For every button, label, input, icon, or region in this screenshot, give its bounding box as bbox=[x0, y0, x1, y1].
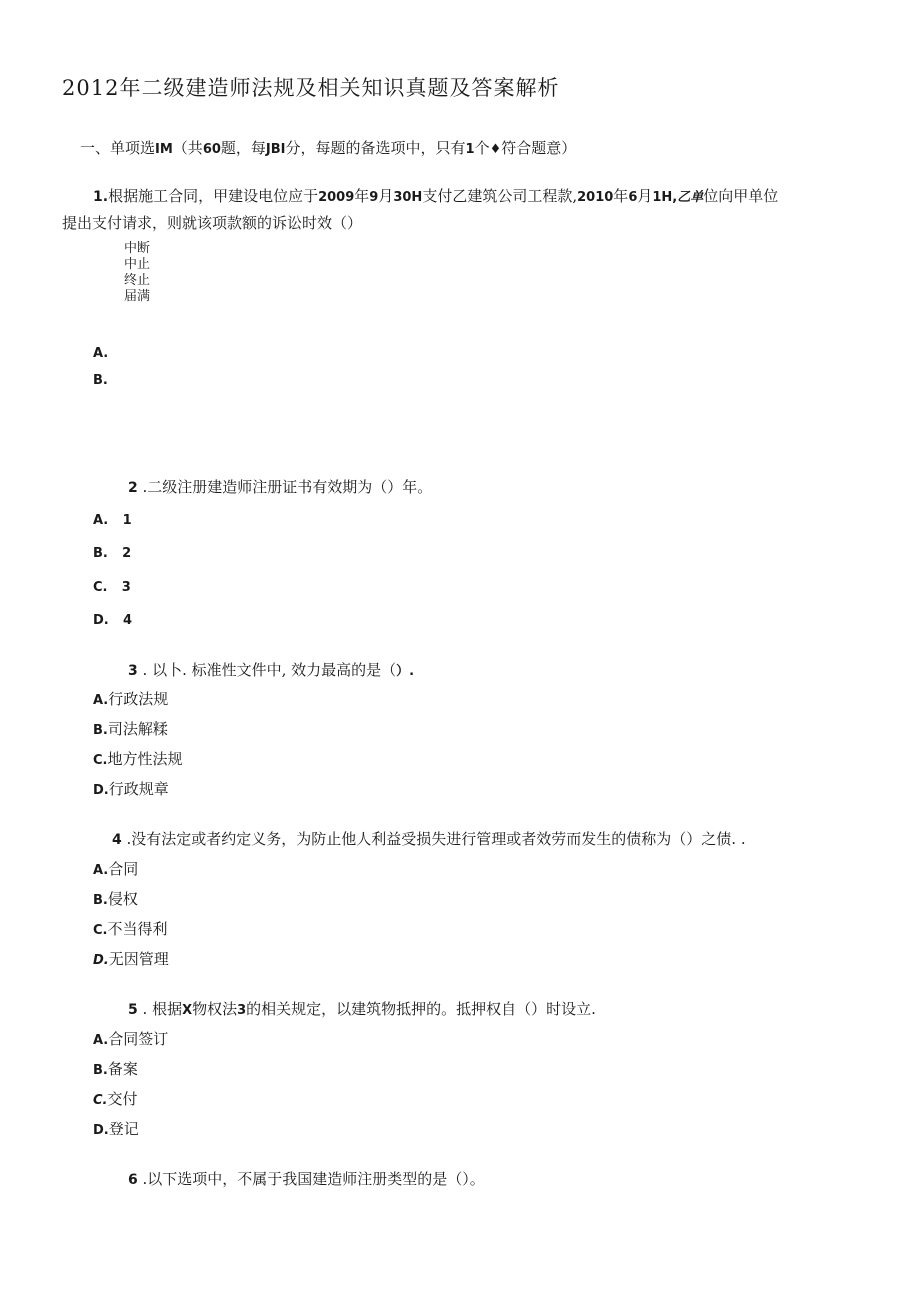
option-label: B. bbox=[93, 893, 108, 908]
option-text: 行政法规 bbox=[108, 690, 169, 708]
option-text: 无因管理 bbox=[108, 950, 169, 968]
q1-text-e: 月 bbox=[378, 187, 394, 205]
section-bold-4: 1 bbox=[465, 142, 475, 157]
q1-text-c: 年 bbox=[354, 187, 370, 205]
q5-option-b bbox=[93, 1058, 138, 1079]
q5-stem-e: 的相关规定，以建筑物抵押的。抵押权自（）时设立. bbox=[246, 1000, 596, 1018]
q5-stem-d: 3 bbox=[237, 1003, 247, 1018]
q3-option-b bbox=[93, 718, 168, 739]
q4-option-c bbox=[93, 918, 168, 939]
option-text: 2 bbox=[122, 546, 132, 561]
q4-number: 4 bbox=[112, 832, 122, 848]
option-text: 备案 bbox=[107, 1060, 138, 1078]
q4-option-b bbox=[93, 888, 138, 909]
q1-stem-line-1 bbox=[93, 185, 778, 206]
option-text: 司法解糅 bbox=[107, 720, 168, 738]
q2-option-d bbox=[93, 610, 132, 628]
option-label: A. bbox=[93, 513, 109, 528]
option-label: B. bbox=[93, 723, 108, 738]
option-text: 3 bbox=[121, 580, 131, 595]
q5-stem-a: . 根据 bbox=[142, 1000, 183, 1018]
option-text: 地方性法规 bbox=[107, 750, 183, 768]
section-bold-1: IM bbox=[155, 142, 173, 157]
q6-number: 6 bbox=[128, 1172, 138, 1188]
q4-option-a bbox=[93, 858, 138, 879]
q1-text-g: 支付乙建筑公司工程款, bbox=[422, 187, 578, 205]
section-part-4: 分，每题的备选项中，只有 bbox=[285, 139, 466, 157]
q6-stem bbox=[128, 1168, 485, 1189]
q5-stem-c: 物权法 bbox=[192, 1000, 238, 1018]
q1-choice: 届满 bbox=[124, 289, 151, 304]
q1-option-label-b: B. bbox=[93, 373, 108, 388]
option-text: 不当得利 bbox=[107, 920, 168, 938]
q3-option-a bbox=[93, 688, 168, 709]
section-part-6: 符合题意） bbox=[501, 139, 577, 157]
q5-option-a bbox=[93, 1028, 168, 1049]
q2-stem bbox=[128, 476, 432, 497]
option-label: B. bbox=[93, 546, 108, 561]
q5-number: 5 bbox=[128, 1002, 138, 1018]
option-label: C. bbox=[93, 580, 108, 595]
q1-text-a: 根据施工合同，甲建设电位应于 bbox=[108, 187, 319, 205]
q3-number: 3 bbox=[128, 663, 138, 679]
q1-stem-line-2: 提出支付请求，则就该项款额的诉讼时效（） bbox=[62, 214, 363, 232]
q1-text-k: 月 bbox=[637, 187, 653, 205]
q1-text-d: 9 bbox=[369, 190, 379, 205]
section-prefix: 一、单项选 bbox=[80, 139, 156, 157]
option-text: 行政规章 bbox=[108, 780, 169, 798]
option-text: 交付 bbox=[107, 1090, 138, 1108]
option-label: A. bbox=[93, 693, 109, 708]
q3-option-d bbox=[93, 778, 169, 799]
q1-text-n: 位向甲单位 bbox=[703, 187, 779, 205]
q3-stem-end: ）. bbox=[396, 664, 415, 679]
q4-stem bbox=[112, 828, 746, 849]
q1-choice-list bbox=[124, 241, 150, 305]
q2-stem-text: .二级注册建造师注册证书有效期为（）年。 bbox=[142, 478, 433, 496]
option-label: D. bbox=[93, 953, 109, 968]
section-part-3: 题，每 bbox=[220, 139, 266, 157]
option-label: A. bbox=[93, 1033, 109, 1048]
option-text: 侵权 bbox=[107, 890, 138, 908]
q2-option-b bbox=[93, 543, 131, 561]
option-label: D. bbox=[93, 1123, 109, 1138]
q1-choice: 中止 bbox=[124, 257, 151, 272]
q1-option-label-a: A. bbox=[93, 346, 109, 361]
option-label: D. bbox=[93, 783, 109, 798]
option-label: B. bbox=[93, 1063, 108, 1078]
option-label: C. bbox=[93, 923, 108, 938]
q1-text-j: 6 bbox=[628, 190, 638, 205]
option-label: A. bbox=[93, 863, 109, 878]
q3-option-c bbox=[93, 748, 183, 769]
q4-stem-text: .没有法定或者约定义务，为防止他人利益受损失进行管理或者效劳而发生的债称为（）之债. . bbox=[126, 830, 746, 848]
section-heading bbox=[80, 137, 576, 158]
option-label: D. bbox=[93, 613, 109, 628]
section-part-5: 个 bbox=[474, 139, 490, 157]
q6-stem-text: .以下选项中，不属于我国建造师注册类型的是（）。 bbox=[142, 1170, 485, 1188]
q5-stem bbox=[128, 998, 596, 1019]
q5-option-d bbox=[93, 1118, 139, 1139]
q5-option-c bbox=[93, 1088, 138, 1109]
option-label: C. bbox=[93, 1093, 108, 1108]
section-bold-3: JBI bbox=[265, 142, 286, 157]
q5-stem-b: X bbox=[182, 1003, 193, 1018]
q3-stem bbox=[128, 659, 414, 680]
q1-number: 1. bbox=[93, 189, 109, 205]
q1-text-i: 年 bbox=[613, 187, 629, 205]
q1-choice: 终止 bbox=[124, 273, 151, 288]
page-title: 2012年二级建造师法规及相关知识真题及答案解析 bbox=[62, 76, 560, 100]
q1-text-f: 30H bbox=[393, 190, 423, 205]
q1-text-b: 2009 bbox=[318, 190, 355, 205]
q1-text-h: 2010 bbox=[577, 190, 614, 205]
section-bold-2: 60 bbox=[202, 142, 221, 157]
q2-option-c bbox=[93, 577, 131, 595]
option-text: 登记 bbox=[108, 1120, 139, 1138]
q1-text-l: 1H, bbox=[652, 190, 678, 205]
q1-text-m: 乙单 bbox=[677, 190, 704, 205]
section-part-2: （共 bbox=[172, 139, 203, 157]
q2-number: 2 bbox=[128, 480, 138, 496]
option-text: 4 bbox=[123, 613, 133, 628]
section-bold-5: ♦ bbox=[489, 142, 502, 157]
option-text: 1 bbox=[122, 513, 132, 528]
q4-option-d bbox=[93, 948, 169, 969]
q2-option-a bbox=[93, 510, 132, 528]
option-label: C. bbox=[93, 753, 108, 768]
option-text: 合同签订 bbox=[108, 1030, 169, 1048]
option-text: 合同 bbox=[108, 860, 139, 878]
q1-choice: 中断 bbox=[124, 241, 151, 256]
q3-stem-text: . 以卜. 标准性文件中, 效力最高的是（ bbox=[142, 661, 397, 679]
